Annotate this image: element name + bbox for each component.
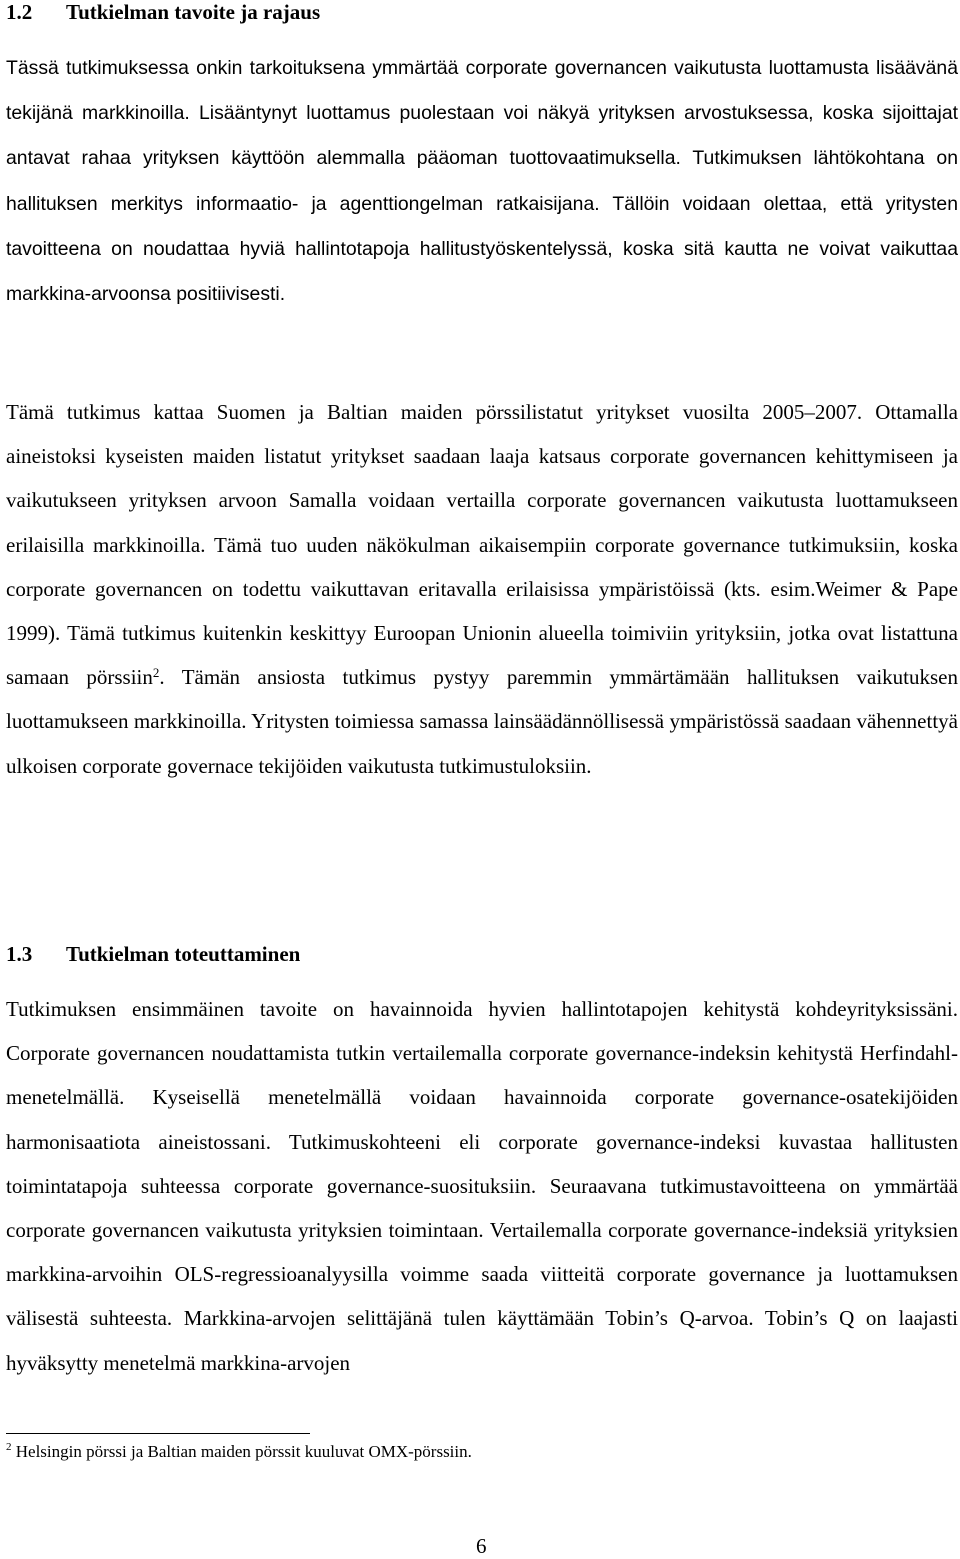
paragraph-implementation [6,987,958,1385]
section-title: Tutkielman toteuttaminen [66,942,301,966]
footnote-reference: 2 [152,665,160,681]
footnote-divider [6,1433,310,1434]
section-heading-1-3 [6,942,300,966]
paragraph-goals [6,45,958,316]
section-number: 1.3 [6,942,33,966]
page-number: 6 [476,1534,487,1558]
section-number: 1.2 [6,0,33,24]
paragraph-text: Tämä tutkimus kattaa Suomen ja Baltian maiden pörssilistatut yritykset vuosilta 2005–2007. Ottamalla aineistoksi kyseisten maiden listatut yritykset saadaan laaja katsaus corporate governancen kehittymiseen ja vaikutukseen yrityksen arvoon Samalla voidaan vertailla corporate governancen vaikutusta luottamukseen erilaisilla markkinoilla. Tämä tuo uuden näkökulman aikaisempiin corporate governance tutkimuksiin, koska corporate governancen on todettu vaikuttavan eritavalla erilaisissa ympäristöissä (kts. esim.Weimer & Pape 1999). Tämä tutkimus kuitenkin keskittyy Euroopan Unionin alueella toimiviin yrityksiin, jotka ovat listattuna samaan pörssiin [6,400,958,690]
paragraph-scope [6,390,958,788]
paragraph-text-serif: Tässä tutkimuksessa onkin tarkoituksena ymmärtää corporate governancen vaikutusta luottamusta lisäävänä tekijänä markkinoilla. Lisääntynyt luottamus puolestaan voi näkyä yrityksen arvostuksessa, koska sijoittajat antavat rahaa yrityksen käyttöön alemmalla pääoman tuottovaatimuksella. Tutkimuksen lähtökohtana on hallituksen merkitys informaatio- ja agenttiongelman ratkaisijana. [6,57,958,215]
footnote-marker: 2 [6,1441,12,1453]
section-title: Tutkielman tavoite ja rajaus [66,0,321,24]
paragraph-text: Tutkimuksen ensimmäinen tavoite on havainnoida hyvien hallintotapojen kehitystä kohdeyrityksissäni. Corporate governancen noudattamista tutkin vertailemalla corporate governance-indeksin kehitystä Herfindahl-menetelmällä. Kyseisellä menetelmällä voidaan havainnoida corporate governance-osatekijöiden harmonisaatiota aineistossani. Tutkimuskohteeni eli corporate governance-indeksi kuvastaa hallitusten toimintatapoja suhteessa corporate governance-suosituksiin. Seuraavana tutkimustavoitteena on ymmärtää corporate governancen vaikutusta yrityksien toimintaan. Vertailemalla corporate governance-indeksiä yrityksien markkina-arvoihin OLS-regressioanalyysilla voimme saada viitteitä corporate governance ja luottamuksen välisestä suhteesta. Markkina-arvojen selittäjänä tulen käyttämään Tobin’s Q-arvoa. Tobin’s Q on laajasti hyväksytty menetelmä markkina-arvojen [6,997,958,1375]
paragraph-text-continued: . Tämän ansiosta tutkimus pystyy paremmin ymmärtämään hallituksen vaikutuksen luottamukseen markkinoilla. Yritysten toimiessa samassa lainsäädännöllisessä ympäristössä saadaan vähennettyä ulkoisen corporate governace tekijöiden vaikutusta tutkimustuloksiin. [6,665,959,778]
footnote [6,1442,472,1462]
footnote-text: Helsingin pörssi ja Baltian maiden pörssit kuuluvat OMX-pörssiin. [15,1442,472,1461]
section-heading-1-2 [6,0,320,24]
paragraph-text-serif-continued: Tällöin voidaan olettaa, että yritysten tavoitteena on noudattaa hyviä hallintotapoja hallitustyöskentelyssä, koska sitä kautta ne voivat vaikuttaa markkina-arvoonsa positiivisesti. [6,192,958,306]
